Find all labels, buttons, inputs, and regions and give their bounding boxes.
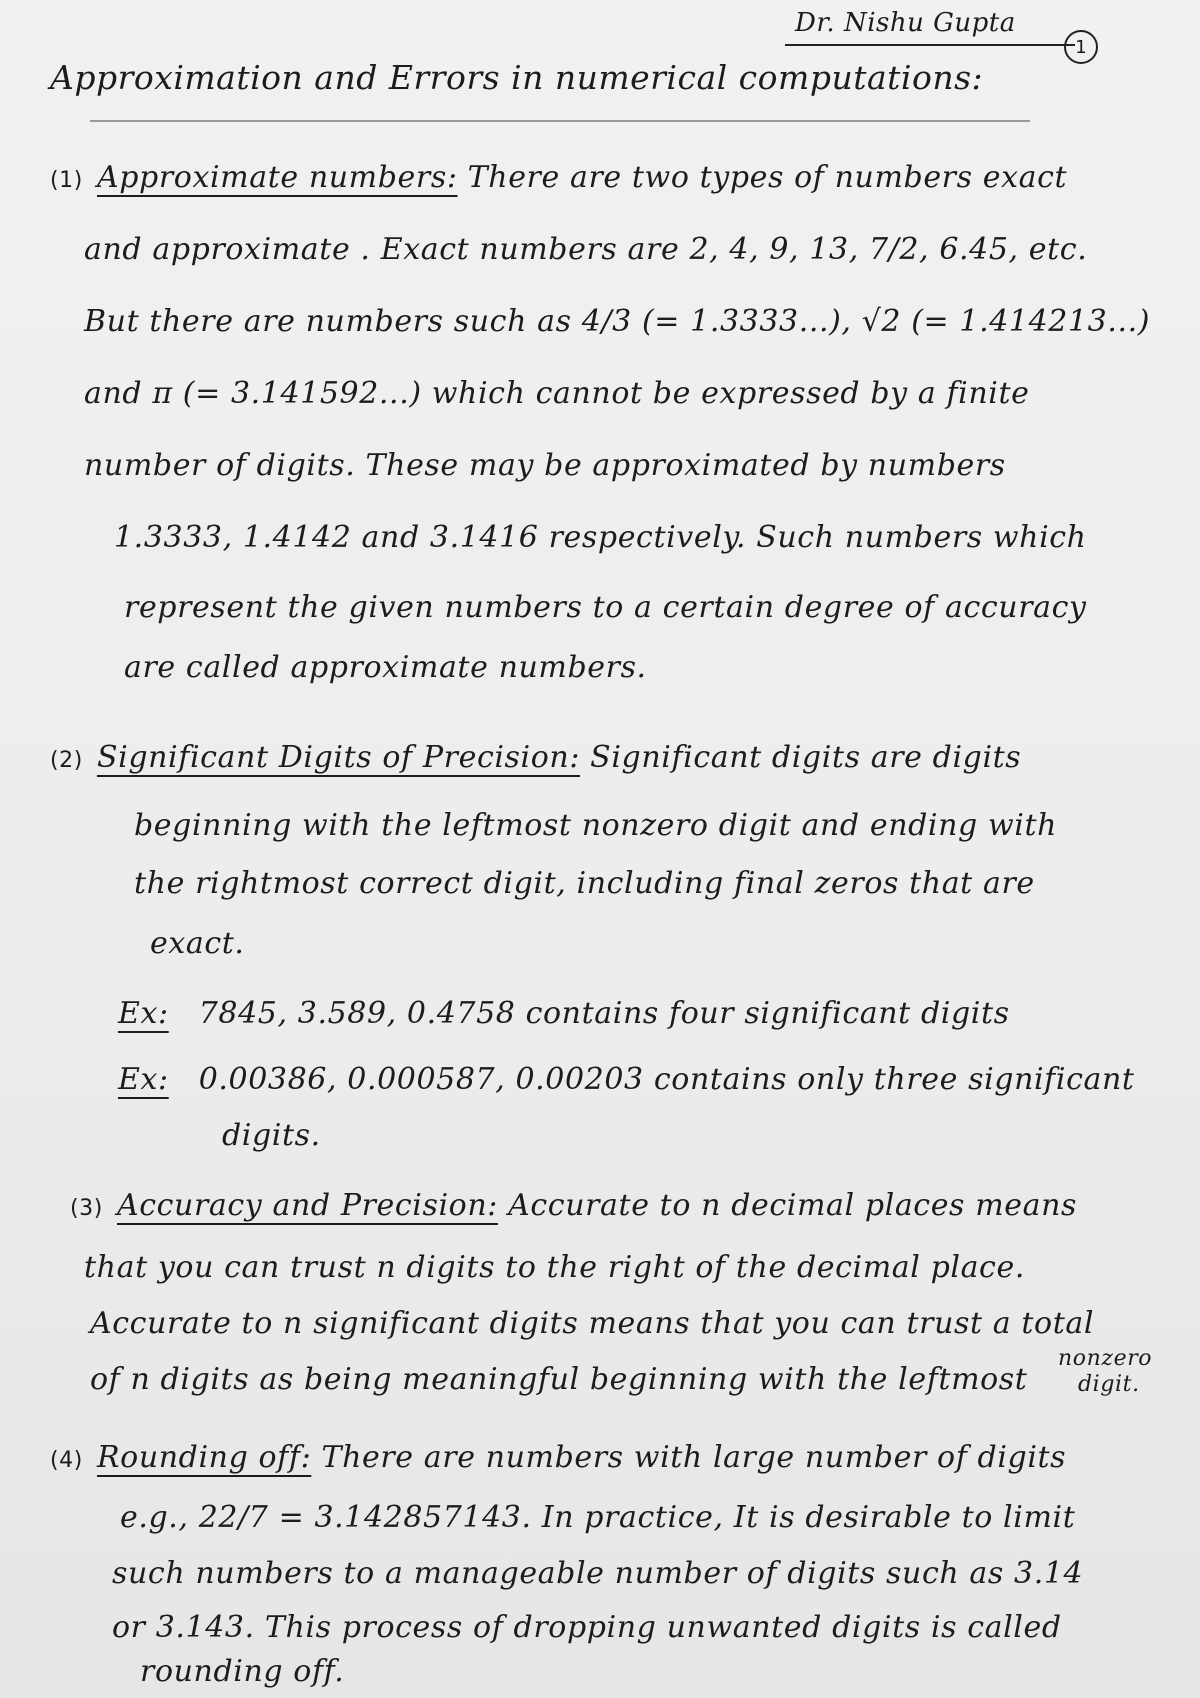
- section-4-line: or 3.143. This process of dropping unwanted digits is called: [112, 1610, 1062, 1645]
- section-2-line: beginning with the leftmost nonzero digit and ending with: [134, 808, 1058, 843]
- section-2-first-line: [50, 740, 1021, 775]
- example-label: Ex:: [118, 1062, 169, 1097]
- example-text: 7845, 3.589, 0.4758 contains four significant digits: [198, 996, 1010, 1031]
- example-line: [118, 996, 1010, 1031]
- author-name: Dr. Nishu Gupta: [795, 8, 1016, 38]
- section-2-text: Significant digits are digits: [590, 740, 1022, 775]
- section-1-line: But there are numbers such as 4/3 (= 1.3333...), √2 (= 1.414213...): [84, 304, 1151, 339]
- section-number: (1): [50, 168, 83, 193]
- section-3-text: Accurate to n decimal places means: [508, 1188, 1077, 1223]
- section-3-note-bottom: digit.: [1078, 1372, 1140, 1397]
- section-4-heading: Rounding off:: [96, 1440, 312, 1475]
- example-line: [118, 1062, 1135, 1097]
- section-1-text: There are two types of numbers exact: [467, 160, 1068, 195]
- section-number: (3): [70, 1196, 103, 1221]
- section-4-line: such numbers to a manageable number of digits such as 3.14: [112, 1556, 1084, 1591]
- section-1-line: are called approximate numbers.: [124, 650, 647, 685]
- example-text: 0.00386, 0.000587, 0.00203 contains only three significant: [198, 1062, 1135, 1097]
- section-4-text: There are numbers with large number of digits: [321, 1440, 1067, 1475]
- section-4-line: e.g., 22/7 = 3.142857143. In practice, It is desirable to limit: [120, 1500, 1076, 1535]
- author-underline: [785, 44, 1075, 46]
- section-3-first-line: [70, 1188, 1077, 1223]
- title-underline: [90, 120, 1030, 122]
- section-1-line: and π (= 3.141592...) which cannot be expressed by a finite: [84, 376, 1030, 411]
- page-number: 1: [1064, 30, 1098, 64]
- section-1-line: and approximate . Exact numbers are 2, 4, 9, 13, 7/2, 6.45, etc.: [84, 232, 1088, 267]
- example-label: Ex:: [118, 996, 169, 1031]
- section-4-first-line: [50, 1440, 1066, 1475]
- page-title: Approximation and Errors in numerical computations:: [50, 58, 984, 97]
- section-1-heading: Approximate numbers:: [96, 160, 458, 195]
- section-3-line: that you can trust n digits to the right of the decimal place.: [84, 1250, 1025, 1285]
- section-3-heading: Accuracy and Precision:: [116, 1188, 498, 1223]
- section-1-line: 1.3333, 1.4142 and 3.1416 respectively. Such numbers which: [114, 520, 1087, 555]
- section-1-line: represent the given numbers to a certain degree of accuracy: [124, 590, 1087, 625]
- section-1-line: number of digits. These may be approximated by numbers: [84, 448, 1006, 483]
- section-number: (4): [50, 1448, 83, 1473]
- section-2-line: the rightmost correct digit, including final zeros that are: [134, 866, 1035, 901]
- example-tail: digits.: [222, 1118, 321, 1153]
- section-2-heading: Significant Digits of Precision:: [96, 740, 581, 775]
- section-number: (2): [50, 748, 83, 773]
- section-1-first-line: [50, 160, 1067, 195]
- section-3-note-top: nonzero: [1058, 1346, 1153, 1371]
- section-3-line: Accurate to n significant digits means that you can trust a total: [90, 1306, 1095, 1341]
- section-2-line: exact.: [150, 926, 245, 961]
- section-4-line: rounding off.: [140, 1654, 345, 1689]
- section-3-line: of n digits as being meaningful beginning with the leftmost: [90, 1362, 1028, 1397]
